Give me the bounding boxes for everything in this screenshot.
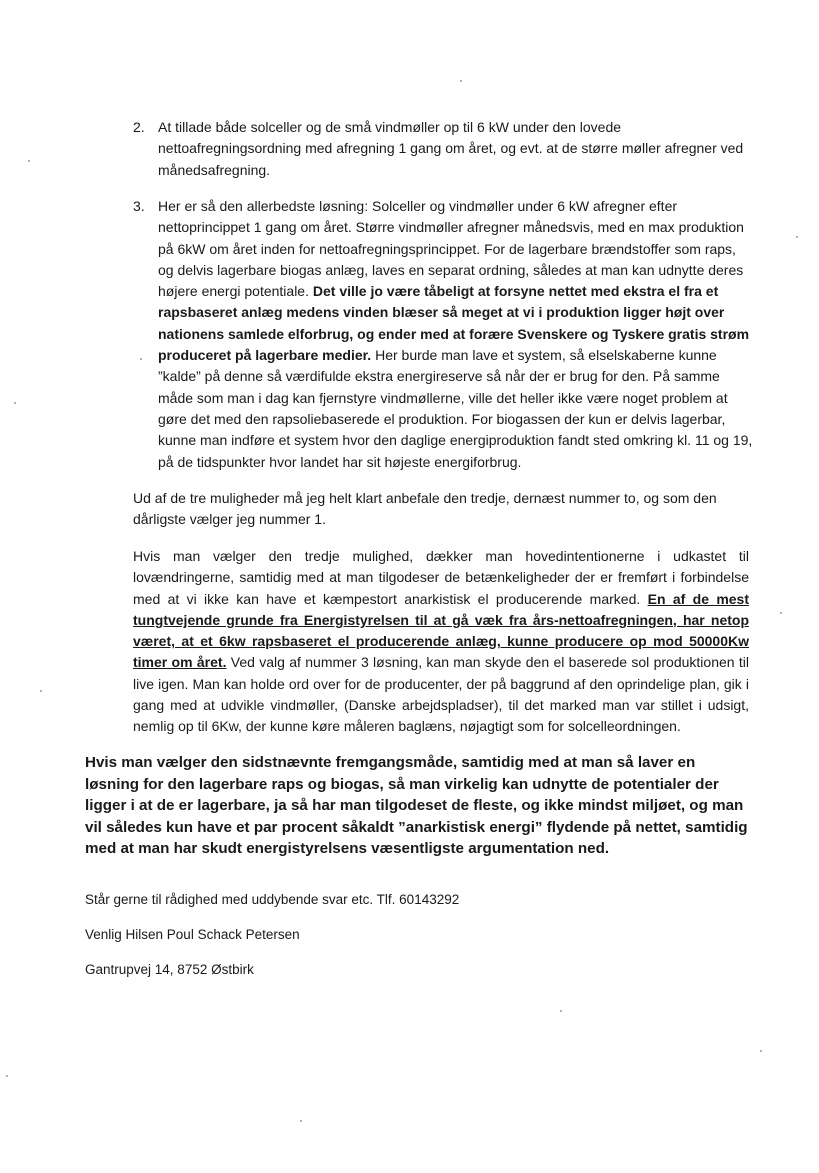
recommendation-paragraph: Ud af de tre muligheder må jeg helt klart anbefale den tredje, dernæst nummer to, og som den dårligste vælger jeg nummer 1. — [133, 490, 717, 528]
scan-speck — [40, 690, 42, 692]
choice-text-part: Ved valg af nummer 3 løsning, kan man skyde den el baserede sol produktionen til live igen. Man kan holde ord over for de producenter, der på baggrund af den oprindelige plan, gik i gang med at udvikle vindmøller, (Danske arbejdspladser), til det marked man var stillet i udsigt, nemlig op til 6Kw, der kunne køre måleren baglæns, nøjagtigt som for solcelleordningen. — [133, 654, 749, 735]
list-item-3 — [133, 196, 753, 473]
list-number: 2. — [133, 119, 145, 135]
choice-bold-underline-text: En af de mest tungtvejende grunde fra Energistyrelsen til at gå væk fra års-nettoafregningen, har netop været, at et 6kw rapsbaseret el producerende anlæg, kunne producere op mod 50000Kw timer om året. — [133, 590, 750, 671]
scan-speck — [6, 1075, 8, 1077]
choice-paragraph — [133, 546, 749, 738]
list-item-text: At tillade både solceller og de små vindmøller op til 6 kW under den lovede nettoafregningsordning med afregning 1 gang om året, og evt. at de større møller afregner ved månedsafregning. — [158, 119, 744, 178]
contact-line: Står gerne til rådighed med uddybende svar etc. Tlf. 60143292 — [85, 892, 460, 907]
scan-speck — [14, 402, 16, 404]
list-item-2 — [133, 117, 753, 181]
conclusion-paragraph: Hvis man vælger den sidstnævnte fremgangsmåde, samtidig med at man så laver en løsning for den lagerbare raps og biogas, så man virkelig kan udnytte de potentialer der ligger i at de er lagerbare, ja så har man tilgodeset de fleste, og ikke mindst miljøet, og man vil således kun have et par procent såkaldt ”anarkistisk energi” flydende på nettet, samtidig med at man har skudt energistyrelsens væsentligste argumentation ned. — [85, 754, 748, 857]
list-number: 3. — [133, 198, 145, 214]
scan-speck — [460, 80, 462, 82]
scan-speck — [796, 236, 798, 238]
list-item-text-part: Her er så den allerbedste løsning: Solceller og vindmøller under 6 kW afregner efter nettoprincippet 1 gang om året. Større vindmøller afregner månedsvis, med en max produktion på 6kW om året inden for nettoafregningsprincippet. For de lagerbare brændstoffer som raps, og delvis lagerbare biogas anlæg, laves en separat ordning, således at man kan udnytte deres højere energi potentiale. — [158, 198, 744, 300]
scan-speck — [760, 1050, 762, 1052]
list-item-bold-text: Det ville jo være tåbeligt at forsyne nettet med ekstra el fra et rapsbaseret anlæg medens vinden blæser så meget at vi i produktion ligger højt over nationens samlede elforbrug, og ender med at forære Svenskere og Tyskere gratis strøm produceret på lagerbare medier. — [158, 283, 750, 364]
scan-speck — [560, 1010, 562, 1012]
scan-speck — [28, 160, 30, 162]
scan-speck — [140, 358, 142, 360]
address-line: Gantrupvej 14, 8752 Østbirk — [85, 962, 254, 977]
scan-speck — [300, 1120, 302, 1122]
list-item-text — [158, 196, 753, 473]
list-item-text-part: Her burde man lave et system, så elselskaberne kunne ”kalde” på denne så værdifulde ekstra energireserve så når der er brug for den. På samme måde som man i dag kan fjernstyre vindmøllerne, ville det heller ikke være noget problem at gøre det med den rapsoliebaserede el produktion. For biogassen der kun er delvis lagerbar, kunne man indføre et system hvor den daglige energiproduktion fandt sted omkring kl. 11 og 19, på de tidspunkter hvor landet har sit højeste energiforbrug. — [158, 347, 753, 470]
greeting-line: Venlig Hilsen Poul Schack Petersen — [85, 927, 300, 942]
scan-speck — [780, 612, 782, 614]
choice-text-part: Hvis man vælger den tredje mulighed, dækker man hovedintentionerne i udkastet til lovændringerne, samtidig med at man tilgodeser de betænkeligheder der er fremført i forbindelse med at vi ikke kan have et kæmpestort anarkistisk el producerende marked. — [133, 548, 749, 607]
